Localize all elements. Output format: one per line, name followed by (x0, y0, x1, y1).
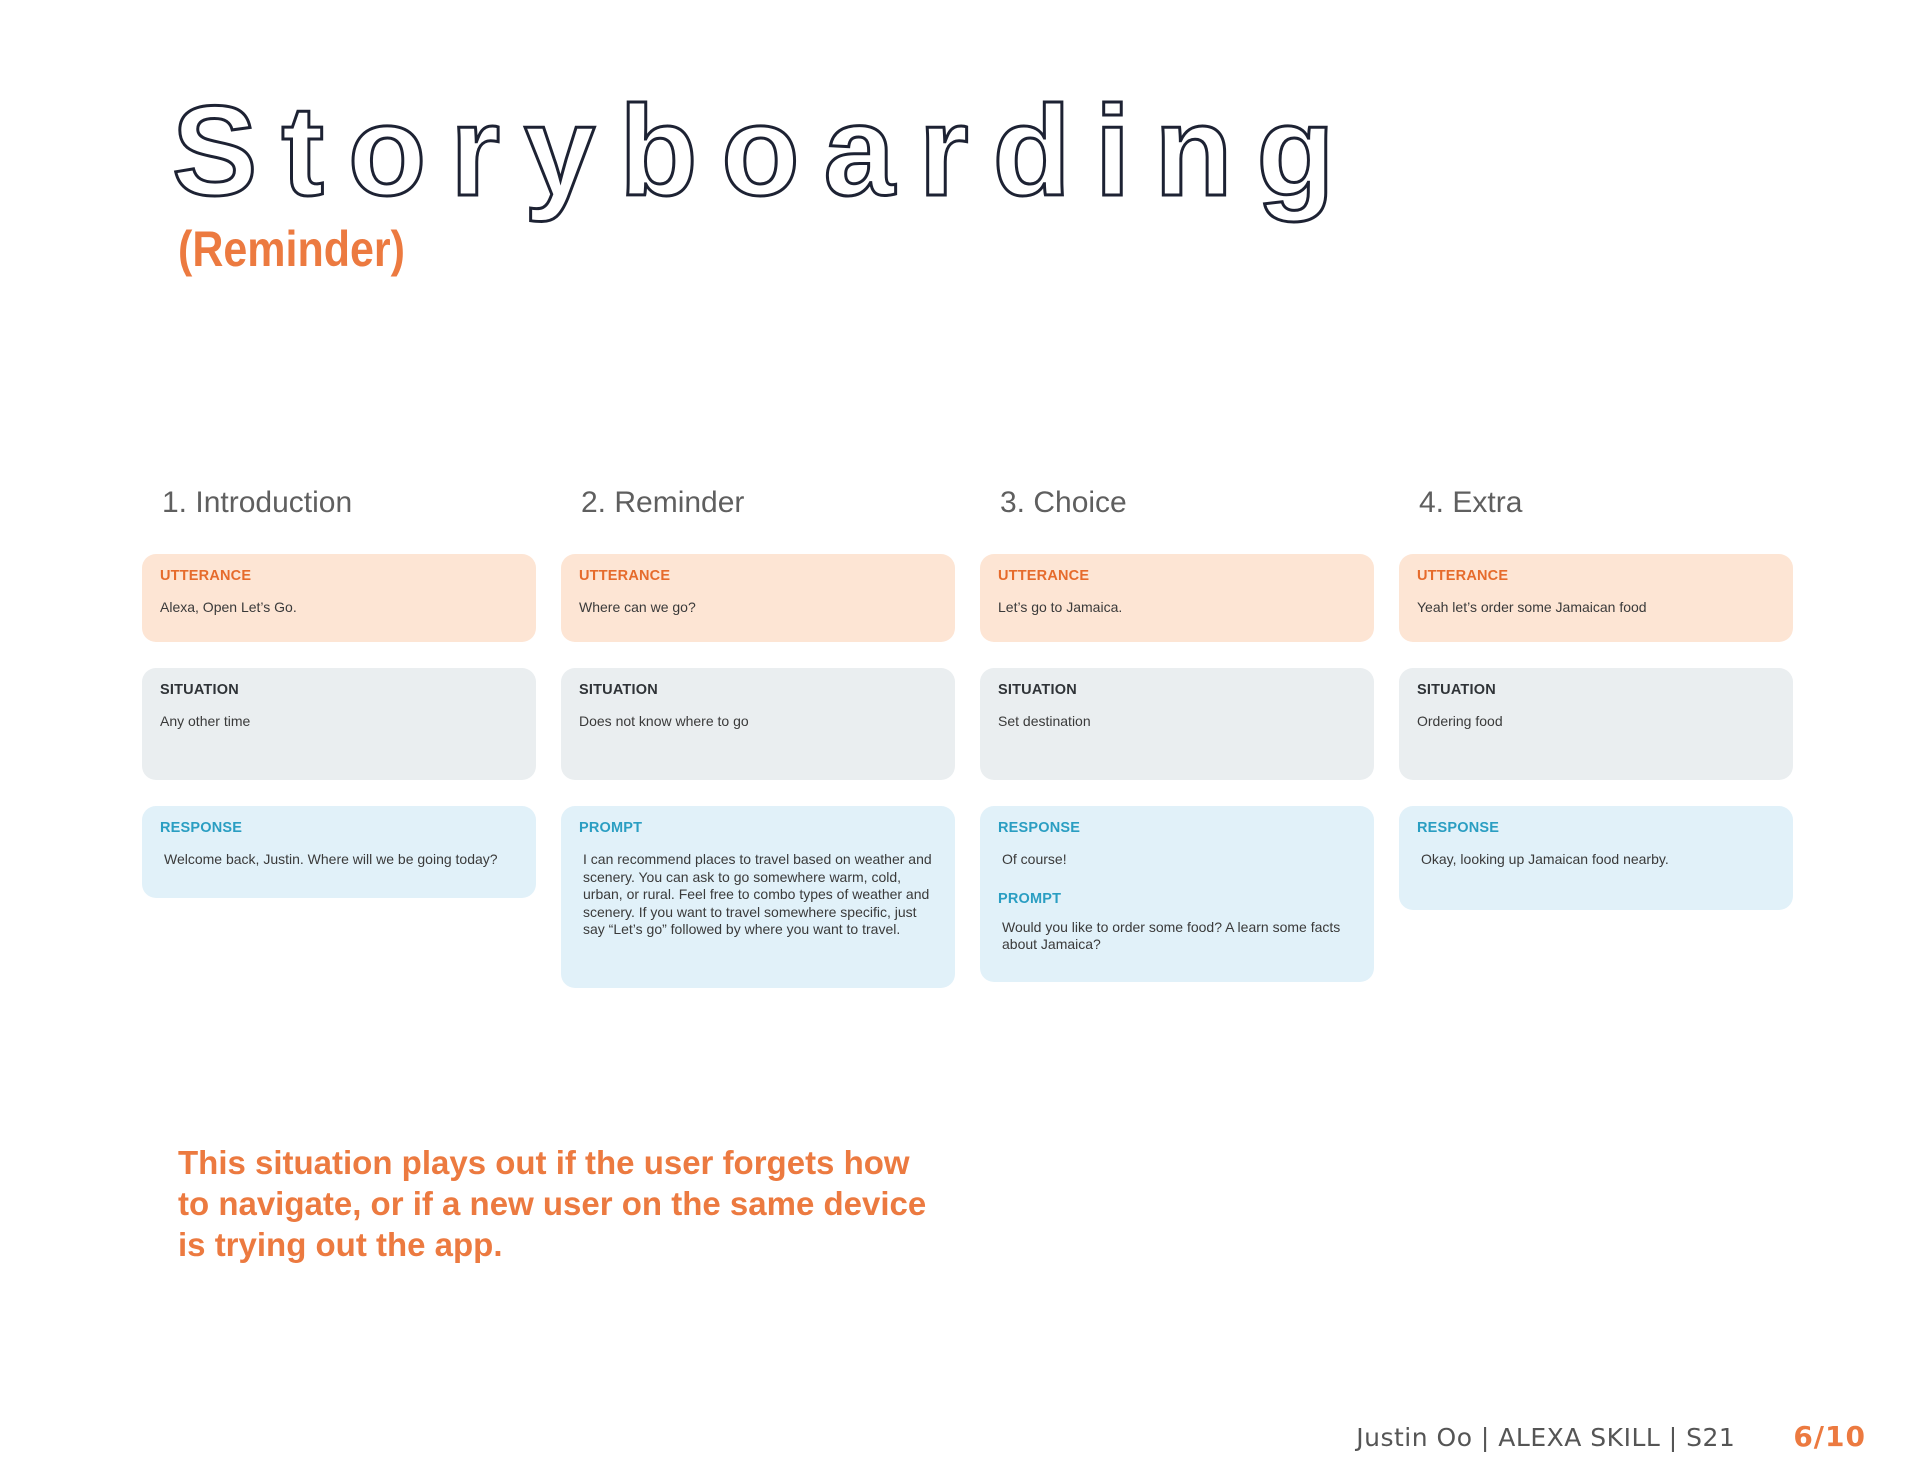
prompt-label: PROMPT (579, 820, 643, 836)
prompt-text: I can recommend places to travel based on weather and scenery. You can ask to go somewhere warm, cold, urban, or rural. Feel free to combo types of weather and scenery. If you want to travel somewhere specific, just say “Let’s go” followed by where you want to travel. (583, 851, 932, 937)
response-text: Okay, looking up Jamaican food nearby. (1421, 851, 1669, 867)
storyboard-column-introduction (142, 480, 536, 924)
situation-text: Ordering food (1417, 713, 1503, 729)
column-heading: 2. Reminder (581, 486, 745, 519)
utterance-label: UTTERANCE (160, 568, 252, 584)
footer-credit: Justin Oo | ALEXA SKILL | S21 (1356, 1423, 1736, 1452)
response-text: Welcome back, Justin. Where will we be going today? (164, 851, 498, 867)
prompt-card (561, 806, 955, 988)
response-label: RESPONSE (160, 820, 243, 836)
utterance-text: Alexa, Open Let’s Go. (160, 599, 297, 615)
utterance-card (142, 554, 536, 642)
situation-card (561, 668, 955, 780)
situation-text: Does not know where to go (579, 713, 749, 729)
situation-label: SITUATION (160, 682, 239, 698)
situation-label: SITUATION (1417, 682, 1496, 698)
utterance-label: UTTERANCE (579, 568, 671, 584)
response-card (1399, 806, 1793, 910)
column-heading: 4. Extra (1419, 486, 1523, 519)
situation-card (1399, 668, 1793, 780)
storyboard-column-extra (1399, 480, 1793, 936)
response-label: RESPONSE (998, 820, 1081, 836)
storyboard-column-reminder (561, 480, 955, 1014)
utterance-text: Let’s go to Jamaica. (998, 599, 1123, 615)
page-title: Storyboarding (172, 80, 1359, 223)
column-heading: 3. Choice (1000, 486, 1127, 519)
page-subtitle: (Reminder) (178, 221, 405, 277)
response-card (980, 806, 1374, 982)
column-heading: 1. Introduction (162, 486, 353, 519)
page-number: 6/10 (1793, 1420, 1866, 1453)
storyboard-column-choice (980, 480, 1374, 1008)
situation-card (980, 668, 1374, 780)
utterance-card (980, 554, 1374, 642)
utterance-label: UTTERANCE (1417, 568, 1509, 584)
response-label: RESPONSE (1417, 820, 1500, 836)
situation-label: SITUATION (998, 682, 1077, 698)
prompt-text: Would you like to order some food? A learn some facts about Jamaica? (1002, 918, 1341, 952)
utterance-label: UTTERANCE (998, 568, 1090, 584)
situation-card (142, 668, 536, 780)
situation-text: Set destination (998, 713, 1091, 729)
utterance-card (1399, 554, 1793, 642)
situation-text: Any other time (160, 713, 251, 729)
prompt-label: PROMPT (998, 890, 1062, 907)
situation-label: SITUATION (579, 682, 658, 698)
response-text: Of course! (1002, 851, 1067, 867)
utterance-card (561, 554, 955, 642)
footer (1356, 1420, 1866, 1453)
utterance-text: Where can we go? (579, 599, 696, 615)
response-card (142, 806, 536, 898)
situation-note: This situation plays out if the user forgets how to navigate, or if a new user on the same device is trying out the app. (178, 1144, 927, 1263)
utterance-text: Yeah let’s order some Jamaican food (1417, 599, 1647, 615)
